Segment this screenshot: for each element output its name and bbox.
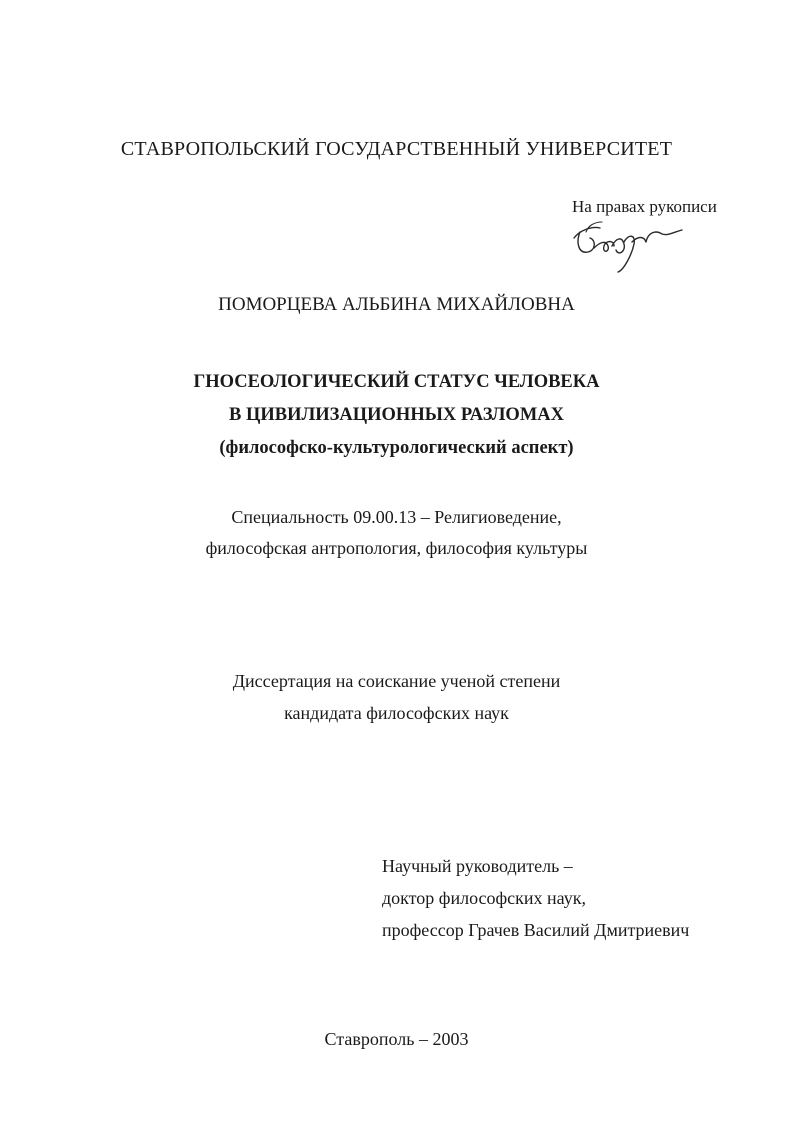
degree-line-1: Диссертация на соискание ученой степени bbox=[232, 671, 561, 691]
dissertation-subtitle: (философско-культурологический аспект) bbox=[219, 438, 574, 458]
university-name: СТАВРОПОЛЬСКИЙ ГОСУДАРСТВЕННЫЙ УНИВЕРСИТЕТ bbox=[120, 138, 673, 160]
degree-line-2: кандидата философских наук bbox=[284, 703, 509, 723]
author-name: ПОМОРЦЕВА АЛЬБИНА МИХАЙЛОВНА bbox=[218, 294, 575, 315]
dissertation-title-line-1: ГНОСЕОЛОГИЧЕСКИЙ СТАТУС ЧЕЛОВЕКА bbox=[193, 372, 600, 392]
supervisor-degree: доктор философских наук, bbox=[382, 888, 586, 908]
specialty-line-1: Специальность 09.00.13 – Религиоведение, bbox=[231, 507, 562, 527]
signature-icon bbox=[566, 212, 686, 276]
supervisor-name: профессор Грачев Василий Дмитриевич bbox=[382, 920, 690, 940]
city-year: Ставрополь – 2003 bbox=[324, 1029, 469, 1049]
specialty-line-2: философская антропология, философия культуры bbox=[205, 538, 588, 558]
dissertation-title-line-2: В ЦИВИЛИЗАЦИОННЫХ РАЗЛОМАХ bbox=[228, 405, 564, 425]
supervisor-label: Научный руководитель – bbox=[382, 856, 573, 876]
manuscript-rights-note: На правах рукописи bbox=[572, 197, 717, 216]
